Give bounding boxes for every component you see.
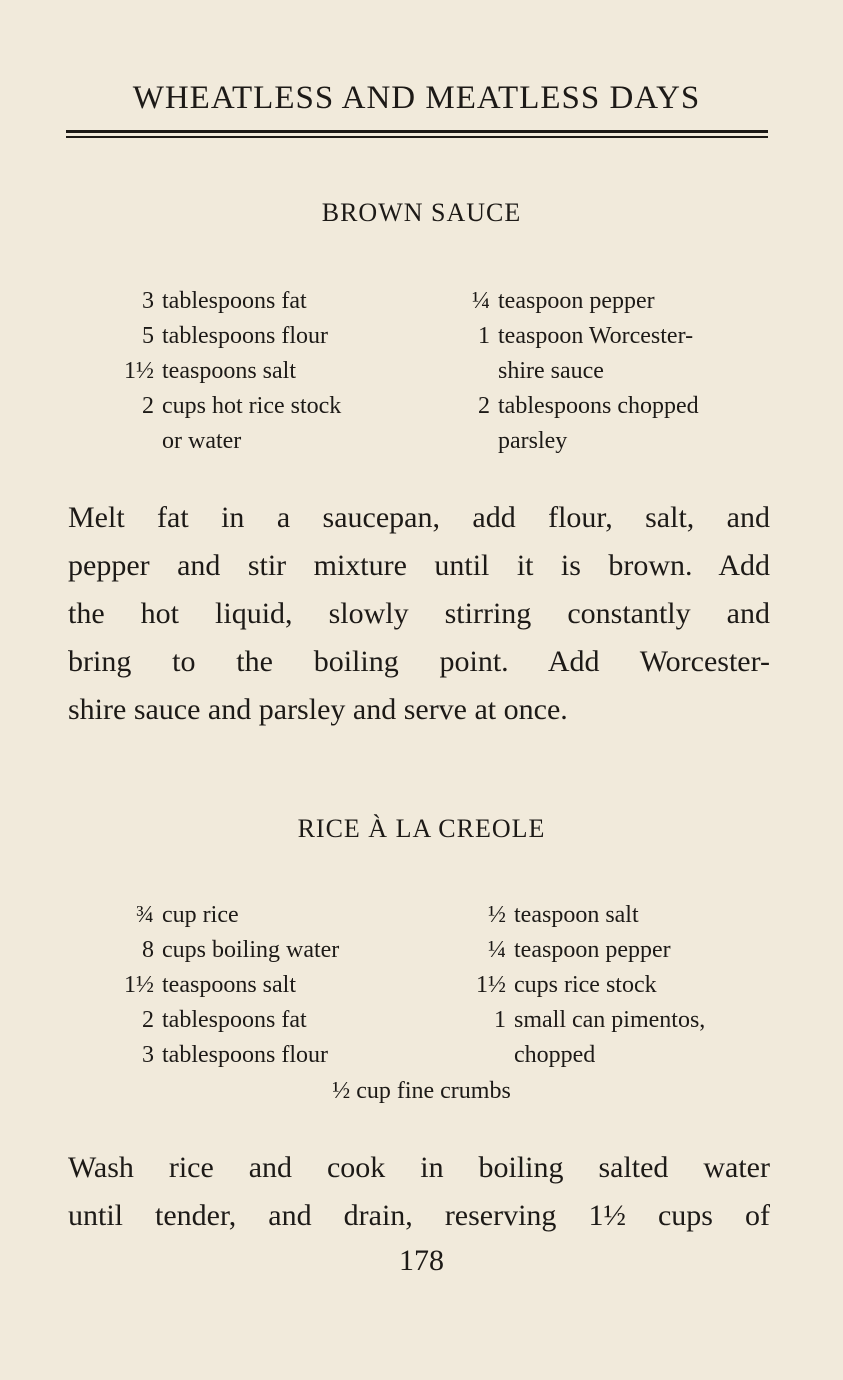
ingredient-text: parsley	[498, 428, 568, 454]
ingredient-qty	[108, 424, 162, 459]
ingredient-text: teaspoons salt	[162, 358, 296, 384]
ingredient	[100, 1038, 339, 1073]
ingredient-text: tablespoons flour	[162, 323, 328, 349]
recipe-title: BROWN SAUCE	[321, 198, 522, 227]
ingredient-qty	[448, 424, 498, 459]
ingredient-text: tablespoons fat	[162, 1007, 307, 1033]
ingredient-qty: ¼	[472, 288, 490, 314]
ingredient-qty: 1½	[124, 358, 154, 384]
ingredient-text: shire sauce	[498, 358, 604, 384]
ingredient-text: tablespoons chopped	[498, 393, 699, 419]
ingredient-text: small can pimentos,	[514, 1007, 706, 1033]
ingredient-qty: 1½	[476, 972, 506, 998]
method-line: the hot liquid, slowly stirring constantly and	[68, 597, 770, 630]
ingredient-text: cups hot rice stock	[162, 393, 342, 419]
ingredient-qty: 3	[142, 1042, 154, 1068]
running-head: WHEATLESS AND MEATLESS DAYS	[132, 80, 701, 116]
ingredient-qty: 1	[478, 323, 490, 349]
ingredient	[444, 933, 705, 968]
ingredient-list-left	[100, 898, 339, 1073]
ingredient-qty: 2	[142, 1007, 154, 1033]
ingredient-qty: 3	[142, 288, 154, 314]
ingredient-qty	[444, 1038, 514, 1073]
ingredient-qty: 1½	[124, 972, 154, 998]
ingredient	[108, 284, 341, 319]
method-line: Melt fat in a saucepan, add flour, salt, and	[68, 501, 770, 534]
ingredient-list-left	[108, 284, 341, 459]
ingredient	[448, 354, 699, 389]
method-line: pepper and stir mixture until it is brown. Add	[68, 549, 770, 582]
ingredient	[108, 354, 341, 389]
method-line: bring to the boiling point. Add Worcester-	[68, 645, 770, 678]
ingredient-text: tablespoons flour	[162, 1042, 328, 1068]
ingredient	[444, 968, 705, 1003]
ingredient-list-right	[448, 284, 699, 459]
ingredient	[100, 968, 339, 1003]
ingredient-centered: ½ cup fine crumbs	[332, 1078, 511, 1104]
ingredient-text: cups rice stock	[514, 972, 657, 998]
ingredient-qty: ¾	[136, 902, 154, 928]
ingredient-qty: 5	[142, 323, 154, 349]
ingredient-qty: 1	[494, 1007, 506, 1033]
recipe-title: RICE À LA CREOLE	[297, 814, 546, 843]
ingredient-text: teaspoons salt	[162, 972, 296, 998]
ingredient	[100, 933, 339, 968]
ingredient	[448, 284, 699, 319]
ingredient	[100, 898, 339, 933]
ingredient-text: teaspoon pepper	[514, 937, 671, 963]
method-paragraph	[68, 1144, 770, 1240]
ingredient-qty: ½	[488, 902, 506, 928]
ingredient-text: cups boiling water	[162, 937, 340, 963]
ingredient-text: teaspoon salt	[514, 902, 639, 928]
ingredient	[448, 424, 699, 459]
method-line: shire sauce and parsley and serve at once.	[68, 693, 568, 726]
ingredient	[108, 389, 341, 424]
ingredient-text: teaspoon Worcester-	[498, 323, 694, 349]
ingredient	[108, 424, 341, 459]
ingredient-text: cup rice	[162, 902, 239, 928]
ingredient-qty: 2	[142, 393, 154, 419]
ingredient	[444, 898, 705, 933]
ingredient	[444, 1003, 705, 1038]
page-number: 178	[399, 1244, 444, 1277]
ingredient-qty: 8	[142, 937, 154, 963]
ingredient-qty: 2	[478, 393, 490, 419]
ingredient-qty: ¼	[488, 937, 506, 963]
method-line: until tender, and drain, reserving 1½ cups of	[68, 1199, 770, 1232]
ingredient-list-right	[444, 898, 705, 1073]
ingredient	[448, 389, 699, 424]
header-rule	[66, 130, 768, 133]
ingredient	[108, 319, 341, 354]
ingredient-text: or water	[162, 428, 242, 454]
method-paragraph	[68, 494, 770, 734]
header-rule-thin	[66, 136, 768, 138]
ingredient-qty	[448, 354, 498, 389]
method-line: Wash rice and cook in boiling salted water	[68, 1151, 770, 1184]
ingredient-text: teaspoon pepper	[498, 288, 655, 314]
ingredient	[444, 1038, 705, 1073]
ingredient-text: tablespoons fat	[162, 288, 307, 314]
ingredient	[100, 1003, 339, 1038]
ingredient	[448, 319, 699, 354]
ingredient-text: chopped	[514, 1042, 596, 1068]
